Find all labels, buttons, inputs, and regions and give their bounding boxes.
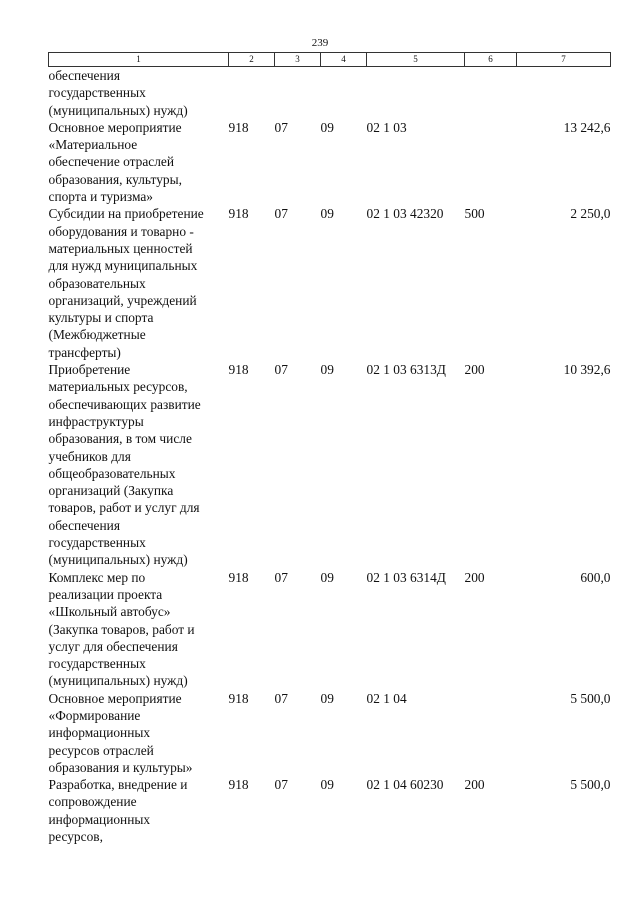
header-col-3: 3 bbox=[275, 53, 321, 67]
row-ministry-code: 918 bbox=[228, 690, 249, 706]
page-number: 239 bbox=[311, 37, 329, 49]
table-row bbox=[49, 205, 611, 361]
row-name: Субсидии на приобретение оборудования и товарно - материальных ценностей для нужд муниципальных образовательных организаций, учреждений культуры и спорта (Межбюджетные трансферты) bbox=[48, 206, 204, 360]
row-subsection-code: 09 bbox=[320, 119, 334, 135]
row-name: Разработка, внедрение и сопровождение информационных ресурсов, bbox=[48, 777, 188, 845]
row-expense-type: 200 bbox=[464, 569, 485, 585]
table-row bbox=[49, 119, 611, 205]
row-target-article: 02 1 03 bbox=[366, 119, 407, 135]
header-col-6: 6 bbox=[465, 53, 517, 67]
row-ministry-code: 918 bbox=[228, 362, 249, 378]
row-ministry-code: 918 bbox=[228, 777, 249, 793]
header-col-4: 4 bbox=[321, 53, 367, 67]
row-target-article: 02 1 04 bbox=[366, 690, 407, 706]
table-row bbox=[49, 569, 611, 690]
row-name: обеспечения государственных (муниципальных) нужд) bbox=[48, 68, 188, 118]
row-amount: 600,0 bbox=[580, 569, 611, 585]
table-header-row bbox=[49, 53, 611, 67]
row-section-code: 07 bbox=[274, 569, 288, 585]
row-target-article: 02 1 03 42320 bbox=[366, 206, 444, 222]
row-amount: 2 250,0 bbox=[570, 206, 611, 222]
row-subsection-code: 09 bbox=[320, 777, 334, 793]
row-ministry-code: 918 bbox=[228, 206, 249, 222]
table-row bbox=[49, 67, 611, 119]
row-expense-type bbox=[465, 119, 517, 205]
header-col-1: 1 bbox=[49, 53, 229, 67]
row-expense-type bbox=[465, 67, 517, 119]
row-ministry-code: 918 bbox=[228, 569, 249, 585]
row-target-article: 02 1 03 6313Д bbox=[366, 362, 446, 378]
row-amount: 10 392,6 bbox=[563, 362, 611, 378]
row-target-article bbox=[367, 67, 465, 119]
row-section-code: 07 bbox=[274, 690, 288, 706]
header-col-2: 2 bbox=[229, 53, 275, 67]
row-subsection-code: 09 bbox=[320, 569, 334, 585]
row-section-code: 07 bbox=[274, 206, 288, 222]
budget-table bbox=[48, 52, 611, 845]
row-expense-type bbox=[465, 690, 517, 776]
row-target-article: 02 1 03 6314Д bbox=[366, 569, 446, 585]
row-ministry-code: 918 bbox=[228, 119, 249, 135]
row-amount: 5 500,0 bbox=[570, 777, 611, 793]
row-subsection-code bbox=[321, 67, 367, 119]
row-section-code: 07 bbox=[274, 119, 288, 135]
row-subsection-code: 09 bbox=[320, 690, 334, 706]
table-row bbox=[49, 690, 611, 776]
row-amount: 13 242,6 bbox=[563, 119, 611, 135]
row-name: Основное мероприятие «Материальное обеспечение отраслей образования, культуры, спорта и туризма» bbox=[48, 119, 182, 205]
row-expense-type: 200 bbox=[464, 777, 485, 793]
row-amount bbox=[517, 67, 611, 119]
row-section-code bbox=[275, 67, 321, 119]
header-col-5: 5 bbox=[367, 53, 465, 67]
row-target-article: 02 1 04 60230 bbox=[366, 777, 444, 793]
row-amount: 5 500,0 bbox=[570, 690, 611, 706]
header-col-7: 7 bbox=[517, 53, 611, 67]
row-section-code: 07 bbox=[274, 362, 288, 378]
row-name: Комплекс мер по реализации проекта «Школьный автобус» (Закупка товаров, работ и услуг для обеспечения государственных (муниципальных) нужд) bbox=[48, 569, 195, 689]
row-expense-type: 200 bbox=[464, 362, 485, 378]
row-name: Приобретение материальных ресурсов, обеспечивающих развитие инфраструктуры образования, в том числе учебников для общеобразовательных организаций (Закупка товаров, работ и услуг для обеспечения государственных (муниципальных) нужд) bbox=[48, 362, 201, 568]
row-expense-type: 500 bbox=[464, 206, 485, 222]
table-row bbox=[49, 361, 611, 569]
row-subsection-code: 09 bbox=[320, 206, 334, 222]
row-subsection-code: 09 bbox=[320, 362, 334, 378]
row-name: Основное мероприятие «Формирование информационных ресурсов отраслей образования и культуры» bbox=[48, 690, 193, 775]
row-ministry-code bbox=[229, 67, 275, 119]
table-row bbox=[49, 776, 611, 845]
row-section-code: 07 bbox=[274, 777, 288, 793]
